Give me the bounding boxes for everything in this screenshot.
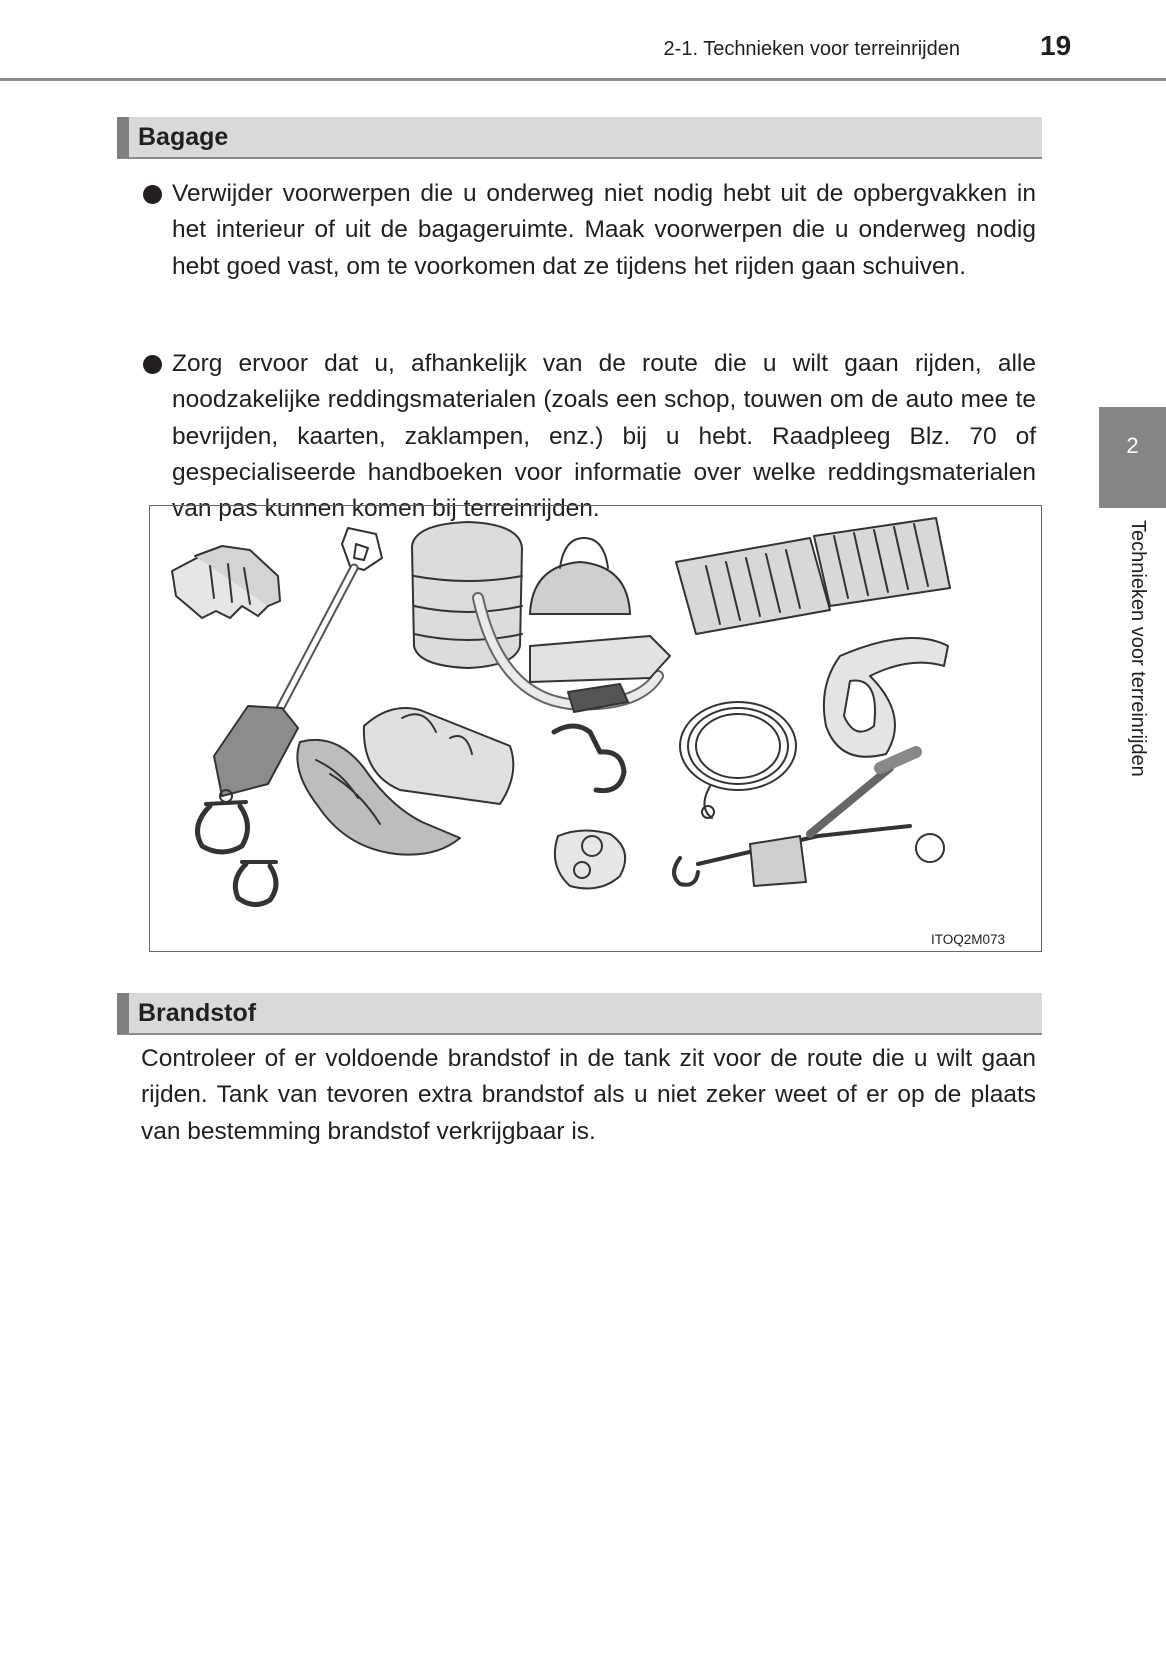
bullet-icon [143,185,162,204]
tool-bag-icon [530,538,630,614]
shackle-icon [198,790,277,905]
running-header-title: 2-1. Technieken voor terreinrijden [663,38,960,60]
tow-strap-icon [824,638,948,757]
bullet-text: Verwijder voorwerpen die u onderweg niet nodig hebt uit de opbergvakken in het interieur of uit de bagageruimte. Maak voorwerpen die u onderweg nodig hebt goed vast, om te voorkomen dat ze tijdens het rijden gaan schuiven. [172,180,1036,280]
gloves-icon [172,546,280,618]
brandstof-paragraph: Controleer of er voldoende brandstof in de tank zit voor de route die u wilt gaan rijden. Tank van tevoren extra brandstof als u niet zeker weet of er op de plaats van bestemming brandstof verkrijgbaar is. [141,1045,1036,1145]
section-heading-brandstof [117,993,1042,1035]
section-heading-bagage [117,117,1042,159]
strap-bag-icon [364,708,513,804]
sand-ladders-icon [676,518,950,634]
figure-caption: ITOQ2M073 [930,932,1005,947]
page-number: 19 [1040,30,1072,61]
bullet-item [141,176,1036,322]
hook-icon [554,726,625,888]
recovery-equipment-illustration [149,505,1042,952]
section-heading-text: Bagage [138,123,229,151]
bullet-item [141,346,1036,528]
header-rule [0,78,1166,81]
section-heading-text: Brandstof [138,999,257,1027]
winch-cable-icon [680,702,796,818]
chapter-tab-number: 2 [1126,433,1139,458]
bullet-text: Zorg ervoor dat u, afhankelijk van de route die u wilt gaan rijden, alle noodzakelijke reddingsmaterialen (zoals een schop, touwen om de auto mee te bevrijden, kaarten, zaklampen, enz.) bij u hebt. Raadpleeg Blz. 70 of gespecialiseerde handboeken voor informatie over welke reddingsmaterialen van pas kunnen komen bij terreinrijden. [172,350,1036,523]
chapter-tab-title: Technieken voor terreinrijden [1127,520,1149,777]
bullet-icon [143,355,162,374]
